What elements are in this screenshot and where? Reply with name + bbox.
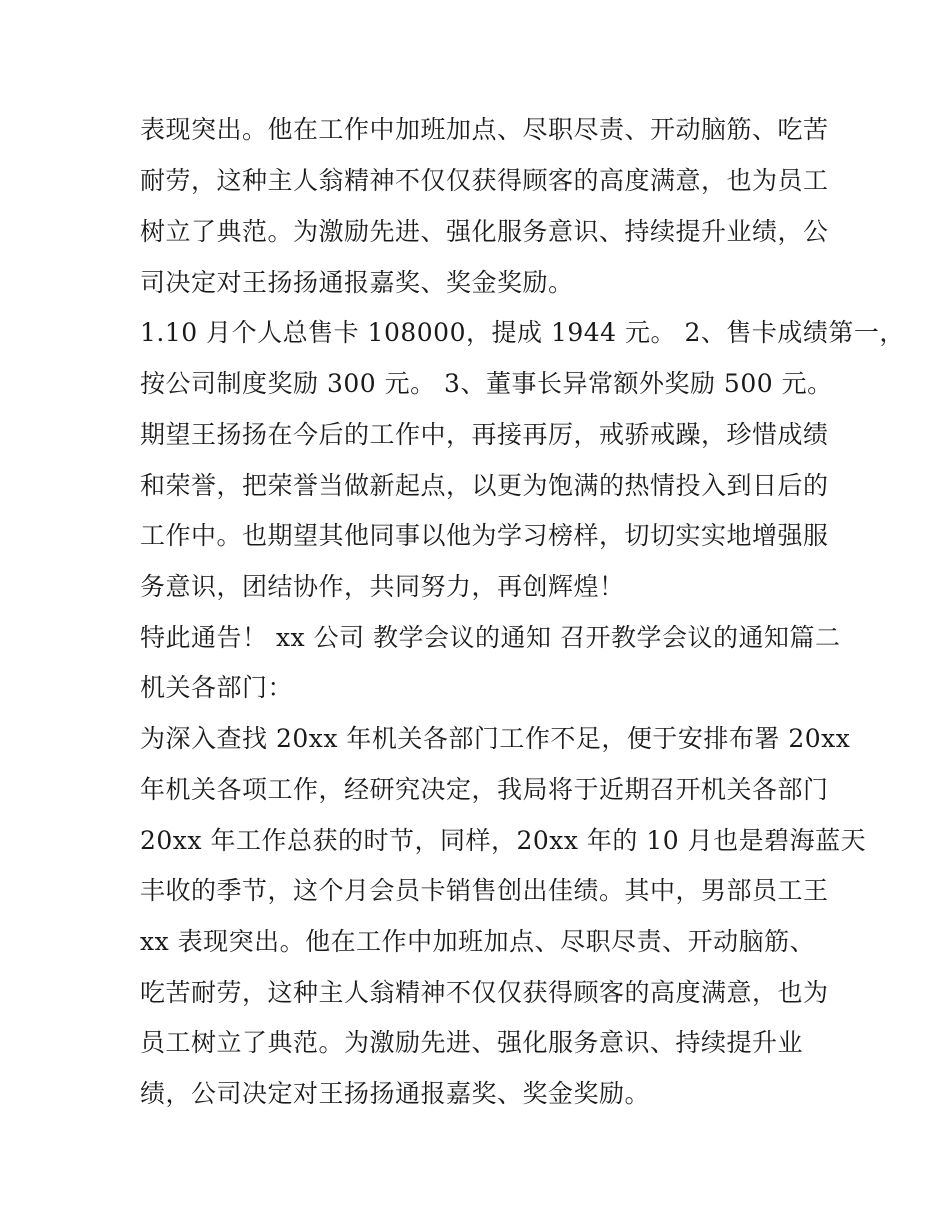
text-line: 为深入查找 20xx 年机关各部门工作不足，便于安排布署 20xx bbox=[140, 724, 851, 753]
text-line: 20xx 年工作总获的时节，同样，20xx 年的 10 月也是碧海蓝天 bbox=[140, 826, 867, 855]
text-line: 务意识，团结协作，共同努力，再创辉煌！ bbox=[140, 572, 625, 601]
text-line: 员工树立了典范。为激励先进、强化服务意识、持续提升业 bbox=[140, 1028, 804, 1057]
text-line: 1.10 月个人总售卡 108000，提成 1944 元。 2、售卡成绩第一， bbox=[140, 318, 905, 347]
text-line: xx 表现突出。他在工作中加班加点、尽职尽责、开动脑筋、 bbox=[140, 927, 816, 956]
text-line: 耐劳，这种主人翁精神不仅仅获得顾客的高度满意，也为员工 bbox=[140, 166, 829, 195]
text-line: 丰收的季节，这个月会员卡销售创出佳绩。其中，男部员工王 bbox=[140, 876, 829, 905]
text-line: 机关各部门： bbox=[140, 673, 294, 702]
text-line: 表现突出。他在工作中加班加点、尽职尽责、开动脑筋、吃苦 bbox=[140, 115, 829, 144]
text-line: 期望王扬扬在今后的工作中，再接再厉，戒骄戒躁，珍惜成绩 bbox=[140, 420, 829, 449]
text-line: 按公司制度奖励 300 元。 3、董事长异常额外奖励 500 元。 bbox=[140, 369, 833, 398]
text-line: 树立了典范。为激励先进、强化服务意识、持续提升业绩，公 bbox=[140, 217, 829, 246]
text-line: 工作中。也期望其他同事以他为学习榜样，切切实实地增强服 bbox=[140, 521, 829, 550]
text-line: 特此通告！ xx 公司 教学会议的通知 召开教学会议的通知篇二 bbox=[140, 623, 841, 652]
text-line: 吃苦耐劳，这种主人翁精神不仅仅获得顾客的高度满意，也为 bbox=[140, 978, 829, 1007]
text-line: 绩，公司决定对王扬扬通报嘉奖、奖金奖励。 bbox=[140, 1079, 651, 1108]
text-line: 和荣誉，把荣誉当做新起点，以更为饱满的热情投入到日后的 bbox=[140, 471, 829, 500]
text-line: 年机关各项工作，经研究决定，我局将于近期召开机关各部门 bbox=[140, 775, 829, 804]
text-line: 司决定对王扬扬通报嘉奖、奖金奖励。 bbox=[140, 268, 574, 297]
